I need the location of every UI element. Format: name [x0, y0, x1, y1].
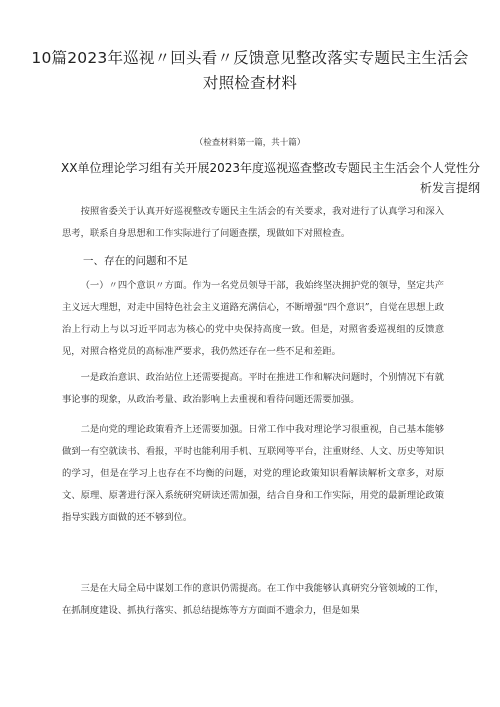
intro-paragraph: 按照省委关于认真开好巡视整改专题民主生活会的有关要求，我对进行了认真学习和深入思考，联系自身思想和工作实际进行了问题查摆，现做如下对照检查。: [62, 206, 444, 239]
body-paragraph: （一）〃四个意识〃方面。作为一名党员领导干部，我始终坚决拥护党的领导，坚定共产主义远大理想，对走中国特色社会主义道路充满信心，不断增强“四个意识”，自觉在思想上政治上行动上与以习近平同志为核心的党中央保持高度一致。但是，对照省委巡视组的反馈意见，对照合格党员的高标准严要求，我仍然还存在一些不足和差距。: [62, 280, 444, 357]
body-paragraph: 一是政治意识、政治站位上还需要提高。平时在推进工作和解决问题时，个别情况下有就事论事的现象，从政治考量、政治影响上去重视和看待问题还需要加强。: [62, 372, 444, 405]
body-paragraph: 二是向党的理论政策看齐上还需要加强。日常工作中我对理论学习很重视，自己基本能够做到一有空就读书、看报，平时也能利用手机、互联网等平台，注重财经、人文、历史等知识的学习，但是在学习上也存在不均衡的问题，对党的理论政策知识看解读解析文章多，对原文、原理、原著进行深入系统研究研读还需加强，结合自身和工作实际，用党的最新理论政策指导实践方面做的还不够到位。: [62, 424, 444, 523]
body-paragraph: 三是在大局全局中谋划工作的意识仍需提高。在工作中我能够认真研究分管领域的工作，在抓制度建设、抓执行落实、抓总结提炼等方方面面不遗余力，但是如果: [62, 583, 444, 616]
document-subtitle-note: （检查材料第一篇，共十篇）: [194, 138, 306, 148]
section-title: XX单位理论学习组有关开展2023年度巡视巡查整改专题民主生活会个人党性分析发言提纲: [61, 161, 480, 195]
section-heading: 一、存在的问题和不足: [83, 255, 188, 267]
document-title: 10篇2023年巡视〃回头看〃反馈意见整改落实专题民主生活会对照检查材料: [31, 49, 469, 92]
